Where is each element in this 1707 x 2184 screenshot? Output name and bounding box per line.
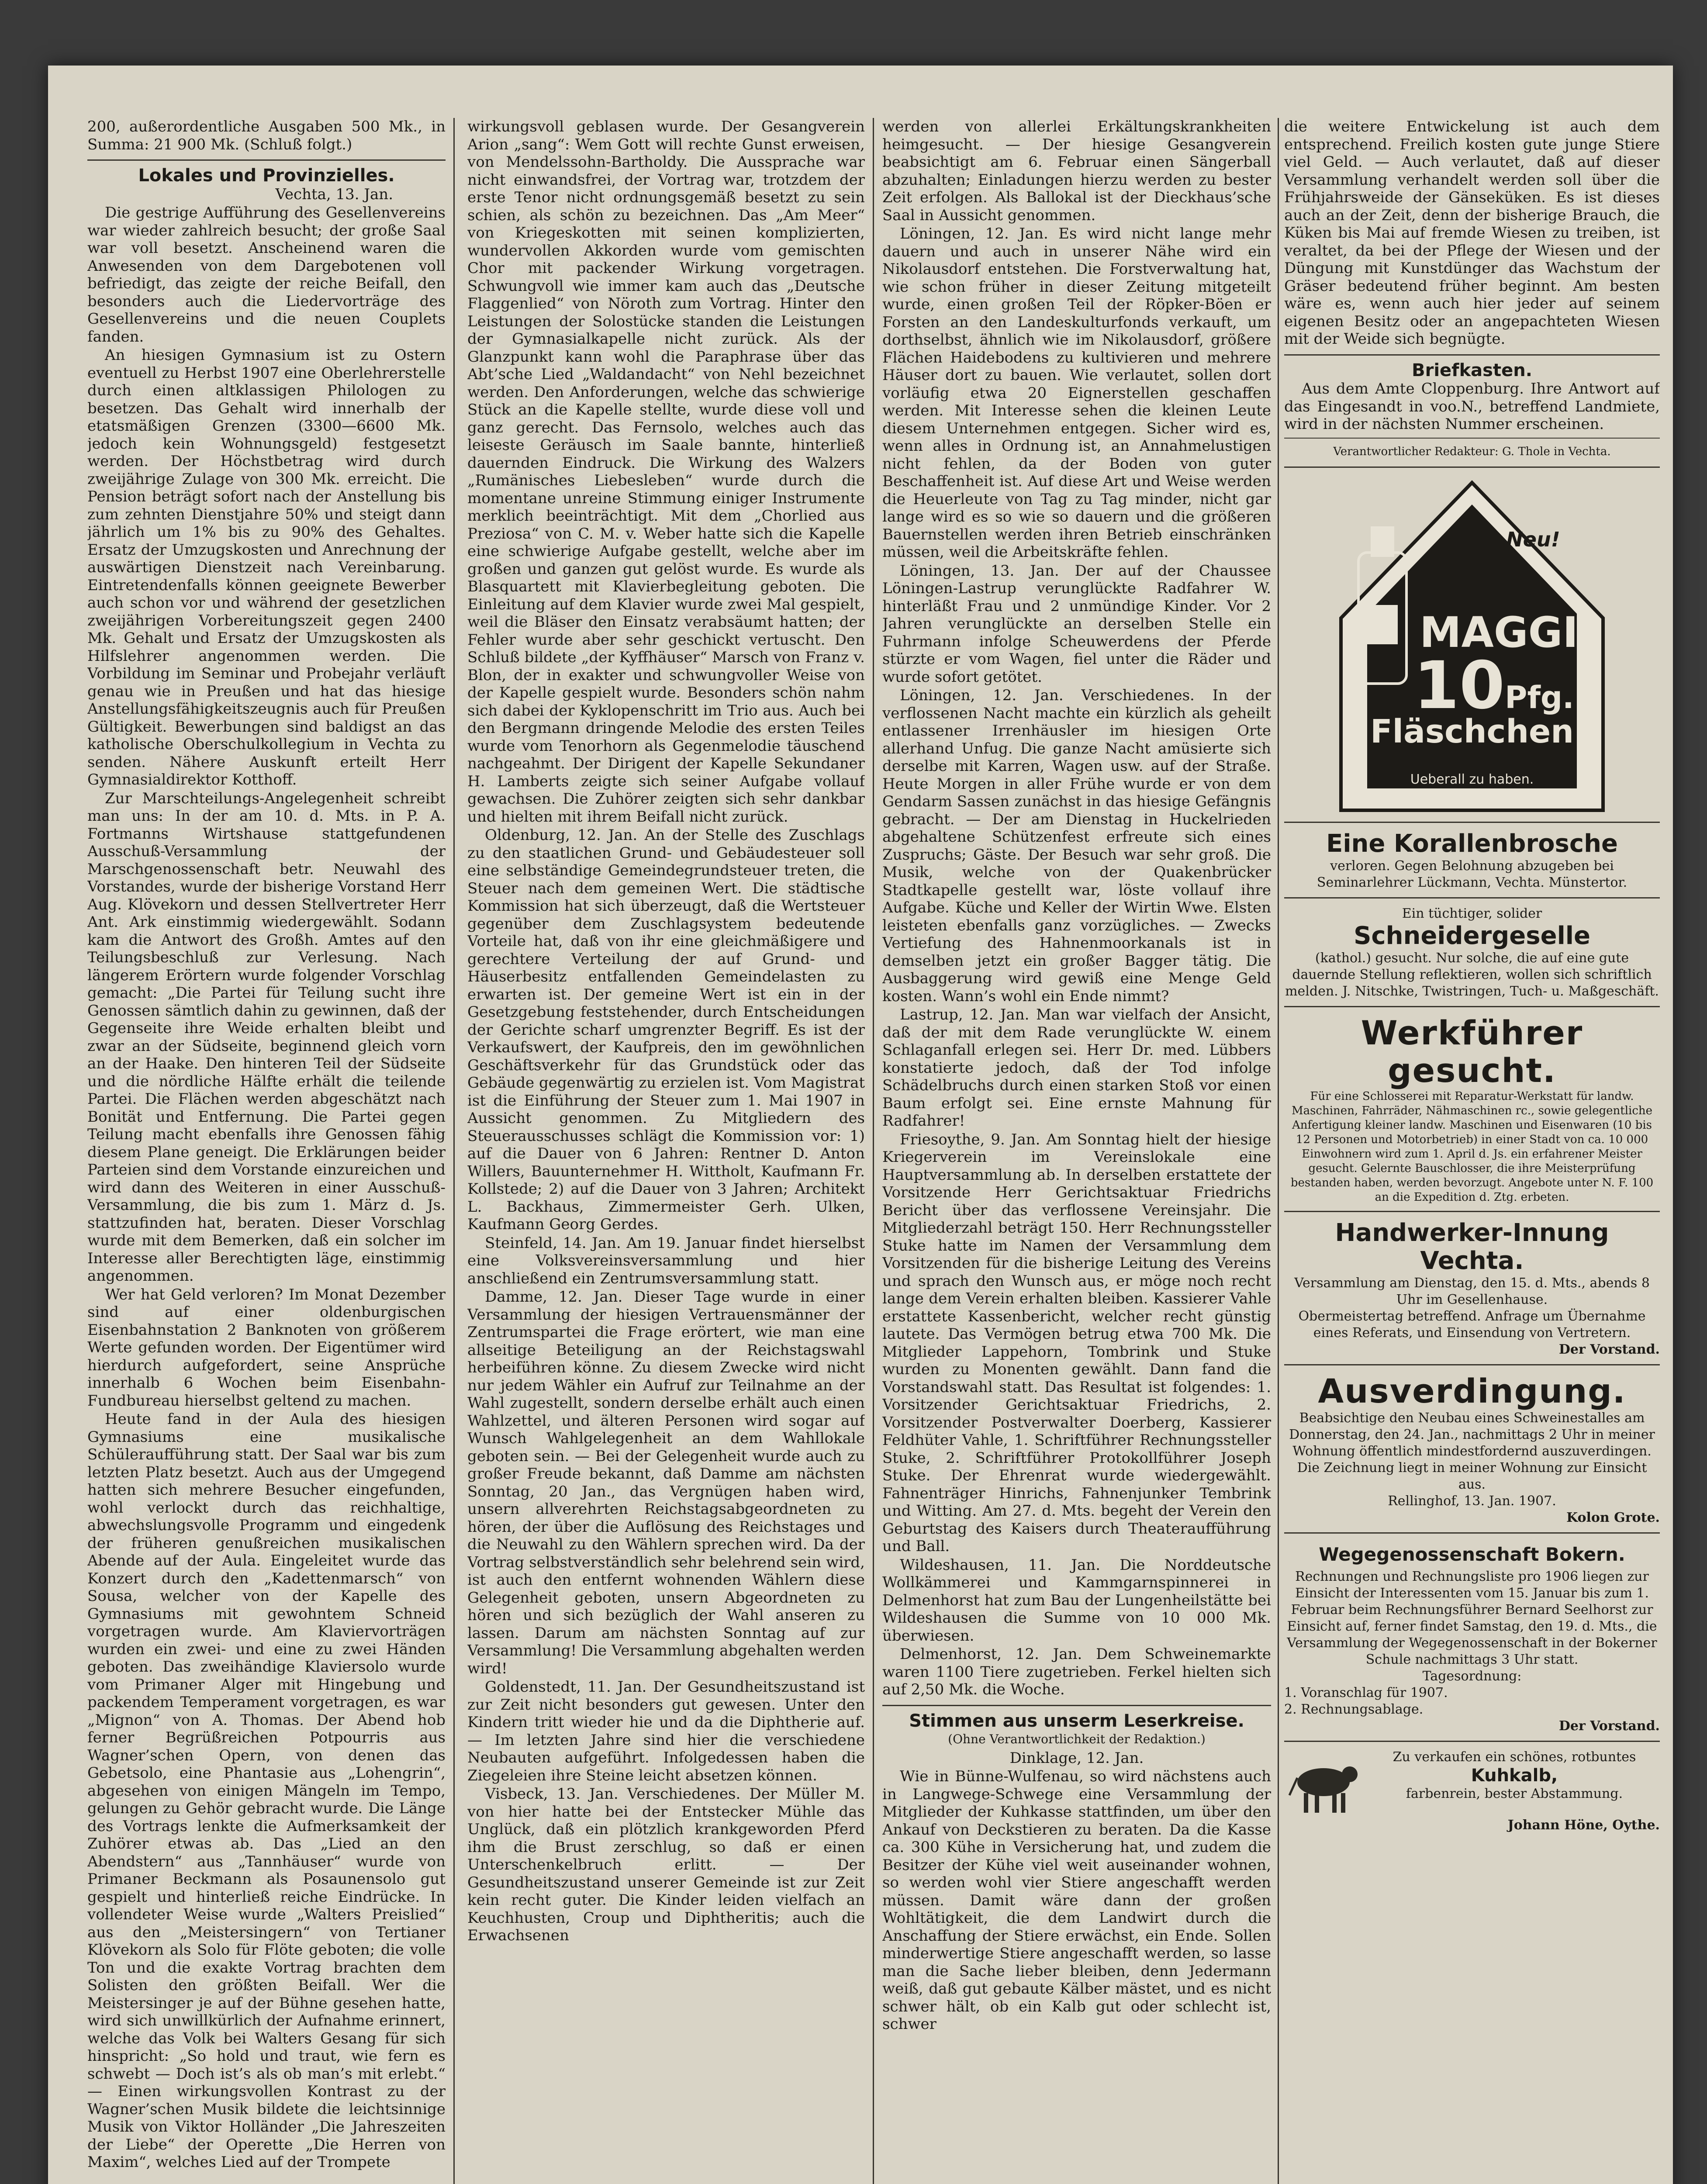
section-title: Lokales und Provinzielles. [138, 166, 395, 186]
article-paragraph: An hiesigen Gymnasium ist zu Ostern eventuell zu Herbst 1907 eine Oberlehrerstelle durch einen altklassigen Philologen zu besetzen. Das Gehalt wird innerhalb der etatsmäßigen Grenzen (3300—6600 Mk. jedoch kein Wohnungsgeld) festgesetzt werden. Der Höchstbetrag wird durch zweijährige Zulage von 300 Mk. erreicht. Die Pension beträgt sofort nach der Anstellung bis zum zehnten Dienstjahre 50% und steigt dann jährlich um 1% bis zu 90% des Gehaltes. Ersatz der Umzugskosten und Anrechnung der auswärtigen Dienstzeit nach Vereinbarung. Eintretendenfalls können geeignete Bewerber auch schon vor und während der gesetzlichen zweijährigen Vorbereitungszeit gegen 2400 Mk. Gehalt und Ersatz der Umzugskosten als Hilfslehrer angenommen werden. Die Vorbildung im Seminar und Probejahr verläuft genau wie in Preußen und hat das hiesige Anstellungsfähigkeitszeugnis auch für Preußen Gültigkeit. Bewerbungen sind baldigst an das katholische Oberschulkollegium in Vechta zu senden. Nähere Auskunft erteilt Herr Gymnasialdirektor Kotthoff. [87, 346, 446, 788]
column-rule [453, 118, 455, 2184]
ad-place: Rellinghof, 13. Jan. 1907. [1388, 1493, 1556, 1509]
ad-signature: Kolon Grote. [1566, 1510, 1660, 1525]
ad-title: Handwerker-Innung Vechta. [1335, 1219, 1609, 1275]
ad-signature: Der Vorstand. [1558, 1718, 1660, 1734]
ad-title: Eine Korallenbrosche [1326, 829, 1618, 858]
ad-text: Für eine Schlosserei mit Reparatur-Werkstatt für landw. Maschinen, Fahrräder, Nähmaschinen rc., sowie gelegentliche Anfertigung kleiner landw. Maschinen und Eisenwaren (10 bis 12 Personen und Motorbetrieb) in einer Stadt von ca. 10 000 Einwohnern wird zum 1. April d. Js. ein erfahrener Meister gesucht. Gelernte Bauschlosser, die ihre Meisterprüfung bestanden haben, werden bevorzugt. Angebote unter N. F. 100 an die Expedition d. Ztg. erbeten. [1290, 1090, 1654, 1204]
divider [87, 159, 446, 161]
article-paragraph: werden von allerlei Erkältungskrankheiten heimgesucht. — Der hiesige Gesangverein beabsichtigt am 6. Februar einen Sängerball abzuhalten; Einladungen hierzu werden zu bester Zeit erfolgen. Als Ballokal ist der Dieckhaus’sche Saal in Aussicht genommen. [882, 118, 1271, 224]
ad-title: Ausverdingung. [1318, 1372, 1626, 1410]
briefkasten-title: Briefkasten. [1412, 360, 1532, 380]
calf-icon [1284, 1752, 1363, 1817]
ad-pre: Ein tüchtiger, solider [1402, 906, 1542, 921]
article-paragraph: Zur Marschteilungs-Angelegenheit schreibt man uns: In der am 10. d. Mts. in P. A. Fortmanns Wirtshause stattgefundenen Ausschuß-Versammlung der Marschgenossenschaft betr. Neuwahl des Vorstandes, wurde der bisherige Vorstand Herr Aug. Klövekorn und dessen Stellvertreter Herr Ant. Ark einstimmig wiedergewählt. Sodann kam die Antwort des Großh. Amtes auf den Teilungsbeschluß zur Verlesung. Nach längerem Erörtern wurde folgender Vorschlag gemacht: „Die Partei für Teilung sucht ihre Genossen sämtlich dahin zu gewinnen, daß der Gegenseite ihre Weide erhalten bleibt und zwar an der Südseite, beginnend gleich vorn an der Haake. Den hinteren Teil der Südseite und die nördliche Hälfte erhält die teilende Partei. Die Flächen werden abgeschätzt nach Bonität und Entfernung. Die Partei gegen Teilung macht ebenfalls ihre Genossen fähig diesem Plane geneigt. Die Erklärungen beider Parteien sind dem Vorstande einzureichen und wird dann des Weiteren in einer Ausschuß-Versammlung, die bis zum 1. März d. Js. stattzufinden hat, beraten. Dieser Vorschlag wurde mit dem Bemerken, daß ein solcher im Interesse aller Berechtigten läge, einstimmig angenommen. [87, 789, 446, 1285]
article-paragraph: Löningen, 13. Jan. Der auf der Chaussee Löningen-Lastrup verunglückte Radfahrer W. hinterläßt Frau und 2 unmündige Kinder. Vor 2 Jahren verunglückte an derselben Stelle ein Fuhrmann infolge Scheuwerdens der Pferde stürzte er vom Wagen, fiel unter die Räder und wurde sofort getötet. [882, 562, 1271, 686]
reader-section-title: Stimmen aus unserm Leserkreise. [909, 1711, 1244, 1731]
divider [882, 1705, 1271, 1706]
ad-handwerker-innung [1284, 1211, 1660, 1364]
ad-agenda-title: Tagesordnung: [1422, 1669, 1522, 1684]
maggi-advertisement [1332, 474, 1612, 815]
divider [1284, 354, 1660, 356]
ad-kuhkalb [1284, 1741, 1660, 1840]
ad-text: Rechnungen und Rechnungsliste pro 1906 liegen zur Einsicht der Interessenten vom 15. Januar bis zum 1. Februar beim Rechnungsführer Bernard Seelhorst zur Einsicht auf, ferner findet Samstag, den 19. d. Mts., die Versammlung der Wegegenossenschaft in der Bokerner Schule nachmittags 3 Uhr statt. [1287, 1569, 1657, 1667]
ad-signature: Johann Höne, Oythe. [1507, 1818, 1660, 1833]
article-paragraph: Wie in Bünne-Wulfenau, so wird nächstens auch in Langwege-Schwege eine Versammlung der Mitglieder der Kuhkasse stattfinden, um über den Ankauf von Deckstieren zu beraten. Da die Kasse ca. 300 Kühe in Versicherung hat, und zudem die Besitzer der Kühe viel weit auseinander wohnen, so werden wohl vier Stiere angeschafft werden müssen. Damit wäre dann der großen Wohltätigkeit, die dem Landwirt durch die Anschaffung der Stiere erwächst, ein Ende. Sollen minderwertige Stiere angeschafft werden, so lasse man die Sache lieber bleiben, denn Jedermann weiß, daß gut gebaute Kälber mästet, und es nicht schwer hält, ob ein Kalb gut oder schlecht ist, schwer [882, 1768, 1271, 2033]
divider [1284, 438, 1660, 439]
article-paragraph: Visbeck, 13. Jan. Verschiedenes. Der Müller M. von hier hatte bei der Entstecker Mühle das Unglück, daß ein plötzlich krankgeworden Pferd ihm die Brust zerschlug, so daß er einen Unterschenkelbruch erlitt. — Der Gesundheitszustand unserer Gemeinde ist zur Zeit kein recht guter. Die Kinder leiden vielfach an Keuchhusten, Croup und Diphtheritis; auch die Erwachsenen [467, 1785, 865, 1944]
article-paragraph: Löningen, 12. Jan. Es wird nicht lange mehr dauern und auch in unserer Nähe wird ein Nikolausdorf entstehen. Die Forstverwaltung hat, wie schon früher in dieser Zeitung mitgeteilt wurde, einen großen Teil der Röpker-Böen er Forsten an den Landeskulturfonds verkauft, um dorthselbst, ähnlich wie im Nikolausdorf, größere Flächen Haidebodens zu kultivieren und mehrere Häuser dort zu bauen. Wie verlautet, sollen dort vorläufig etwa 20 Eignerstellen geschaffen werden. Mit Interesse sehen die kleinen Leute diesem Unternehmen entgegen. Sicher wird es, wenn alles in Ordnung ist, an Annahmelustigen nicht fehlen, da der Boden von guter Beschaffenheit ist. Auf diese Art und Weise werden die Heuerleute von Tag zu Tag minder, nicht gar lange wird es so wie so dauern und die größeren Bauernstellen werden ihren Betrieb einschränken müssen, weil die Arbeitskräfte fehlen. [882, 225, 1271, 561]
article-paragraph: die weitere Entwickelung ist auch dem entsprechend. Freilich kosten gute junge Stiere viel Geld. — Auch verlautet, daß auf dieser Versammlung verhandelt werden soll über die Frühjahrsweide der Gänseküken. Es ist dieses auch an der Zeit, denn der bisherige Brauch, die Küken bis Mai auf fremde Wiesen zu treiben, ist veraltet, da bei der Pflege der Wiesen und der Düngung mit Kunstdünger das Wachstum der Gräser bedeutend früher beginnt. Am besten wäre es, wenn auch hier jeder auf seinem eigenen Besitz oder an angepachteten Wiesen mit der Weide sich begnügte. [1284, 118, 1660, 348]
column-4 [1284, 118, 1660, 2184]
article-continuation: 200, außerordentliche Ausgaben 500 Mk., in Summa: 21 900 Mk. (Schluß folgt.) [87, 118, 446, 153]
ad-text: Zu verkaufen ein schönes, rotbuntes [1393, 1749, 1636, 1765]
ad-schneidergeselle [1284, 897, 1660, 1006]
maggi-tagline: Ueberall zu haben. [1410, 772, 1534, 787]
maggi-price: 10Pfg. [1413, 648, 1574, 724]
ad-title: Werkführer gesucht. [1361, 1013, 1583, 1090]
article-paragraph: Lastrup, 12. Jan. Man war vielfach der Ansicht, daß der mit dem Rade verunglückte W. einem Schlaganfall erlegen sei. Herr Dr. med. Lübbers konstatierte jedoch, daß der Tod infolge Schädelbruchs durch einen starken Stoß vor einen Baum erfolgt sei. Eine ernste Mahnung für Radfahrer! [882, 1006, 1271, 1130]
article-paragraph: Oldenburg, 12. Jan. An der Stelle des Zuschlags zu den staatlichen Grund- und Gebäudesteuer soll eine selbständige Gemeindegrundsteuer treten, die Steuer nach dem gemeinen Wert. Die städtische Kommission hat sich überzeugt, daß die Wertsteuer gegenüber dem Zuschlagsystem bedeutende Vorteile hat, daß von ihr eine gleichmäßigere und gerechtere Verteilung der auf Grund- und Häuserbesitz entfallenden Gemeindelasten zu erwarten ist. Der gemeine Wert ist ein in der Gesetzgebung feststehender, durch Entscheidungen der Gerichte scharf umgrenzter Begriff. Es ist der Verkaufswert, der Kaufpreis, den im gewöhnlichen Geschäftsverkehr für das Grundstück oder das Gebäude gegenwärtig zu erzielen ist. Vom Magistrat ist die Einführung der Steuer zum 1. Mai 1907 in Aussicht genommen. Zu Mitgliedern des Steuerausschusses schlägt die Kommission vor: 1) auf die Dauer von 6 Jahren: Rentner D. Anton Willers, Bauunternehmer H. Wittholt, Kaufmann Fr. Kollstede; 2) auf die Dauer von 3 Jahren; Architekt L. Backhaus, Zimmermeister Gerh. Ulken, Kaufmann Georg Gerdes. [467, 826, 865, 1233]
divider [1284, 467, 1660, 468]
briefkasten-text: Aus dem Amte Cloppenburg. Ihre Antwort auf das Eingesandt in voo.N., betreffend Landmiete, wird in der nächsten Nummer erscheinen. [1284, 380, 1660, 433]
ad-text: (kathol.) gesucht. Nur solche, die auf eine gute dauernde Stellung reflektieren, wollen sich schriftlich melden. J. Nitschke, Twistringen, Tuch- u. Maßgeschäft. [1285, 950, 1659, 999]
ad-title: Wegegenossenschaft Bokern. [1319, 1544, 1625, 1565]
newspaper-page [48, 66, 1673, 2184]
ad-title: Schneidergeselle [1354, 922, 1590, 950]
reader-section-subtitle: (Ohne Verantwortlichkeit der Redaktion.) [948, 1732, 1206, 1746]
ad-text: farbenrein, bester Abstammung. [1406, 1786, 1623, 1801]
maggi-brand: MAGGI$^s$ [1420, 608, 1589, 657]
column-3 [882, 118, 1271, 2184]
article-paragraph: Die gestrige Aufführung des Gesellenvereins war wieder zahlreich besucht; der große Saal war voll besetzt. Anscheinend waren die Anwesenden von dem Dargebotenen voll befriedigt, das zeigte der reiche Beifall, den besonders auch die Liedervorträge des Gesellenvereins und die neuen Couplets fanden. [87, 204, 446, 346]
ad-text: Beabsichtige den Neubau eines Schweinestalles am Donnerstag, den 24. Jan., nachmittags 2 Uhr in meiner Wohnung öffentlich mindestfordernd auszuverdingen. Die Zeichnung liegt in meiner Wohnung zur Einsicht aus. [1289, 1410, 1655, 1492]
article-paragraph: Damme, 12. Jan. Dieser Tage wurde in einer Versammlung der hiesigen Vertrauensmänner der Zentrumspartei die Frage erörtert, wie man eine allseitige Beteiligung an der Reichstagswahl herbeiführen könne. Zu diesem Zwecke wird nicht nur jedem Wähler ein Aufruf zur Teilnahme an der Wahl zugestellt, sondern derselbe erhält auch einen Wahlzettel, und älteren Personen wird sogar auf Wunsch Wahlgelegenheit an dem Wahllokale geboten sein. — Bei der Gelegenheit wurde auch zu großer Freude bekannt, daß Damme am nächsten Sonntag, 20 Jan., das Vergnügen haben wird, unsern allverehrten Reichstagsabgeordneten zu hören, der über die Auflösung des Reichstages und die Neuwahl zu den Wählern sprechen wird. Da der Vortrag selbstverständlich sehr belehrend sein wird, ist auch den entfernt wohnenden Wählern diese Gelegenheit geboten, unsern Abgeordneten zu hören und sich bezüglich der Wahl anseren zu lassen. Darum am nächsten Sonntag auf zur Versammlung! Die Versammlung abgehalten werden wird! [467, 1288, 865, 1677]
maggi-product: Fläschchen [1370, 713, 1574, 750]
article-paragraph: Steinfeld, 14. Jan. Am 19. Januar findet hierselbst eine Volksvereinsversammlung und hier anschließend ein Zentrumsversammlung statt. [467, 1234, 865, 1287]
ad-text: Versammlung am Dienstag, den 15. d. Mts., abends 8 Uhr im Gesellenhause. [1294, 1275, 1650, 1307]
column-rule [873, 118, 874, 2184]
ad-agenda-item: 1. Voranschlag für 1907. [1284, 1685, 1448, 1700]
column-rule [1278, 118, 1279, 2184]
ad-wegegenossenschaft [1284, 1532, 1660, 1741]
column-2 [467, 118, 865, 2184]
article-paragraph: Goldenstedt, 11. Jan. Der Gesundheitszustand ist zur Zeit nicht besonders gut gewesen. Unter den Kindern tritt wieder hie und da die Diphtherie auf. — Im letzten Jahre sind hier die verschiedene Neubauten aufgeführt. Infolgedessen haben die Ziegeleien ihre Steine leicht absetzen können. [467, 1678, 865, 1784]
ad-title: Kuhkalb, [1471, 1766, 1558, 1786]
maggi-neu: Neu! [1506, 528, 1560, 551]
article-paragraph: Delmenhorst, 12. Jan. Dem Schweinemarkte waren 1100 Tiere zugetrieben. Ferkel hielten sich auf 2,50 Mk. die Woche. [882, 1645, 1271, 1698]
ad-signature: Der Vorstand. [1558, 1342, 1660, 1357]
ad-agenda-item: 2. Rechnungsablage. [1284, 1702, 1424, 1717]
ad-items: Obermeistertag betreffend. Anfrage um Übernahme eines Referats, und Einsendung von Vertretern. [1298, 1309, 1646, 1341]
editor-line: Verantwortlicher Redakteur: G. Thole in Vechta. [1333, 445, 1611, 458]
article-paragraph: wirkungsvoll geblasen wurde. Der Gesangverein Arion „sang“: Wem Gott will rechte Gunst erweisen, von Mendelssohn-Bartholdy. Die Aussprache war nicht einwandsfrei, der Vortrag war, trotzdem der erste Tenor nicht ordnungsgemäß besetzt zu sein schien, als schön zu bezeichnen. Das „Am Meer“ von Kriegeskotten mit seinen komplizierten, wundervollen Akkorden wurde vom gemischten Chor mit packender Wirkung vorgetragen. Schwungvoll wie immer kam auch das „Deutsche Flaggenlied“ von Nöroth zum Vortrag. Hinter den Leistungen der Solostücke standen die Leistungen der Gymnasialkapelle nicht zurück. Als der Glanzpunkt kann wohl die Paraphrase über das Abt’sche Lied „Waldandacht“ von Nehl bezeichnet werden. Den Anforderungen, welche das schwierige Stück an die Kapelle stellte, wurde diese voll und ganz gerecht. Das Fernsolo, welches auch das leiseste Geräusch im Saale bannte, hinterließ dauernden Eindruck. Die Wirkung des Walzers „Rumänisches Liebesleben“ wurde durch die momentane unreine Stimmung einiger Instrumente merklich beeinträchtigt. Mit dem „Chorlied aus Preziosa“ von C. M. v. Weber hatte sich die Kapelle eine schwierige Aufgabe gestellt, welche aber im großen und ganzen gut gelöst wurde. Es wurde als Blasquartett mit Klavierbegleitung geboten. Die Einleitung auf dem Klavier wurde zwei Mal gespielt, weil die Bläser den Einsatz verabsäumt hatten; der Fehler wurde aber sehr geschickt vertuscht. Den Schluß bildete „der Kyffhäuser“ Marsch von Franz v. Blon, der in exakter und schwungvoller Weise von der Kapelle gespielt wurde. Besonders schön nahm sich dabei der Kyklopenschritt im Trio aus. Auch bei den Bergmann dringende Melodie des ersten Teiles wurde vom Tenorhorn als Gegenmelodie täuschend nachgeahmt. Der Dirigent der Kapelle Sekundaner H. Lamberts zeigte sich seiner Aufgabe vollauf gewachsen. Die Zuhörer zeigten sich sehr dankbar und hielten mit ihrem Beifall nicht zurück. [467, 118, 865, 826]
ad-ausverdingung [1284, 1364, 1660, 1532]
dateline: Dinklage, 12. Jan. [1009, 1749, 1144, 1767]
ad-werkfuehrer [1284, 1006, 1660, 1211]
article-paragraph: Friesoythe, 9. Jan. Am Sonntag hielt der hiesige Kriegerverein im Vereinslokale eine Hauptversammlung ab. In derselben erstattete der Vorsitzende Herr Gerichtsaktuar Friedrichs Bericht über das verflossene Vereinsjahr. Die Mitgliederzahl beträgt 150. Herr Rechnungssteller Stuke hatte im Namen der Versammlung dem Vorsitzenden für die bisherige Leitung des Vereins und sprach den Wunsch aus, er möge noch recht lange dem Verein erhalten bleiben. Kassierer Vahle erstattete Kassenbericht, welcher recht günstig lautete. Das Vermögen betrug etwa 700 Mk. Die Mitglieder Lappehorn, Tombrink und Stuke wurden zu Monenten gewählt. Dann fand die Vorstandswahl statt. Das Resultat ist folgendes: 1. Vorsitzender Gerichtsaktuar Friedrichs, 2. Vorsitzender Postverwalter Doerberg, Kassierer Feldhüter Vahle, 1. Schriftführer Rechnungssteller Stuke, 2. Schriftführer Protokollführer Joseph Stuke. Der Ehrenrat wurde wiedergewählt. Fahnenträger Hinrichs, Fahnenjunker Tembrink und Witting. Am 27. d. Mts. begeht der Verein den Geburtstag des Kaisers durch Theateraufführung und Ball. [882, 1130, 1271, 1555]
ad-korallenbrosche [1284, 822, 1660, 897]
article-paragraph: Heute fand in der Aula des hiesigen Gymnasiums eine musikalische Schüleraufführung statt. Der Saal war bis zum letzten Platz besetzt. Auch aus der Umgegend hatten sich mehrere Besucher eingefunden, wohl verlockt durch das reichhaltige, abwechslungsvolle Programm und eingedenk der früheren genußreichen musikalischen Abende auf der Aula. Eingeleitet wurde das Konzert durch den „Kadettenmarsch“ von Sousa, welcher von der Kapelle des Gymnasiums mit gewohntem Schneid vorgetragen wurde. Am Klaviervorträgen wurden ein zwei- und eine zu zwei Händen geboten. Das zweihändige Klaviersolo wurde vom Primaner Alger mit Hingebung und packendem Temperament vorgetragen, es war „Mignon“ von A. Thomas. Der Abend hob ferner Begrüßreichen Potpourris aus Wagner’schen Opern, von denen das Gebetsolo, eine Phantasie aus „Lohengrin“, abgesehen von einigen Mängeln im Tempo, gelungen zu Gehör gebracht wurde. Die Länge des Vortrags lenkte die Aufmerksamkeit der Zuhörer etwas ab. Das „Lied an den Abendstern“ aus „Tannhäuser“ wurde von Primaner Beckmann als Posaunensolo gut gespielt und hinterließ reiche Eindrücke. In vollendeter Weise wurde „Walters Preislied“ aus den „Meistersingern“ von Tertianer Klövekorn als Solo für Flöte geboten; die volle Ton und die exakte Vortrag brachten dem Solisten den größten Beifall. Wer die Meistersinger je auf der Bühne gesehen hatte, wird sich unwillkürlich der Aufnahme erinnert, welche das Volk bei Walters Gesang für sich hinspricht: „So hold und traut, wie fern es schwebt — Doch ist’s als ob man’s mit erlebt.“ — Einen wirkungsvollen Kontrast zu der Wagner’schen Musik bildete die leichtsinnige Musik von Viktor Holländer „Die Jahreszeiten der Liebe“ der Operette „Die Herren von Maxim“, welches Lied auf der Trompete [87, 1410, 446, 2171]
article-paragraph: Wer hat Geld verloren? Im Monat Dezember sind auf einer oldenburgischen Eisenbahnstation 2 Banknoten von größerem Werte gefunden worden. Der Eigentümer wird hierdurch aufgefordert, seine Ansprüche innerhalb 6 Wochen beim Eisenbahn-Fundbureau hierselbst geltend zu machen. [87, 1286, 446, 1410]
article-paragraph: Wildeshausen, 11. Jan. Die Norddeutsche Wollkämmerei und Kammgarnspinnerei in Delmenhorst hat zum Bau der Lungenheilstätte bei Wildeshausen die Summe von 10 000 Mk. überwiesen. [882, 1556, 1271, 1645]
column-1 [87, 118, 446, 2184]
article-paragraph: Löningen, 12. Jan. Verschiedenes. In der verflossenen Nacht machte ein kürzlich als geheilt entlassener Irrenhäusler im hiesigen Orte allerhand Unfug. Die ganze Nacht amüsierte sich derselbe mit Karren, Wagen usw. auf der Straße. Heute Morgen in aller Frühe wurde er von dem Gendarm Sassen zunächst in das hiesige Gefängnis gebracht. — Der am Dienstag in Huckelrieden abgehaltene Schützenfest erfreute sich eines Zuspruchs; Gäste. Der Besuch war sehr groß. Die Musik, welche von der Quakenbrücker Stadtkapelle gestellt war, löste vollauf ihre Aufgabe. Küche und Keller der Wirtin Wwe. Elsten leisteten ebenfalls ganz vorzügliches. — Zwecks Vertiefung des Hahnenmoorkanals ist in demselben jetzt ein großer Bagger tätig. Die Ausbaggerung wird gewiß eine Menge Geld kosten. Wann’s wohl ein Ende nimmt? [882, 687, 1271, 1005]
dateline: Vechta, 13. Jan. [275, 185, 393, 203]
ad-text: verloren. Gegen Belohnung abzugeben bei Seminarlehrer Lückmann, Vechta. Münstertor. [1317, 858, 1628, 890]
